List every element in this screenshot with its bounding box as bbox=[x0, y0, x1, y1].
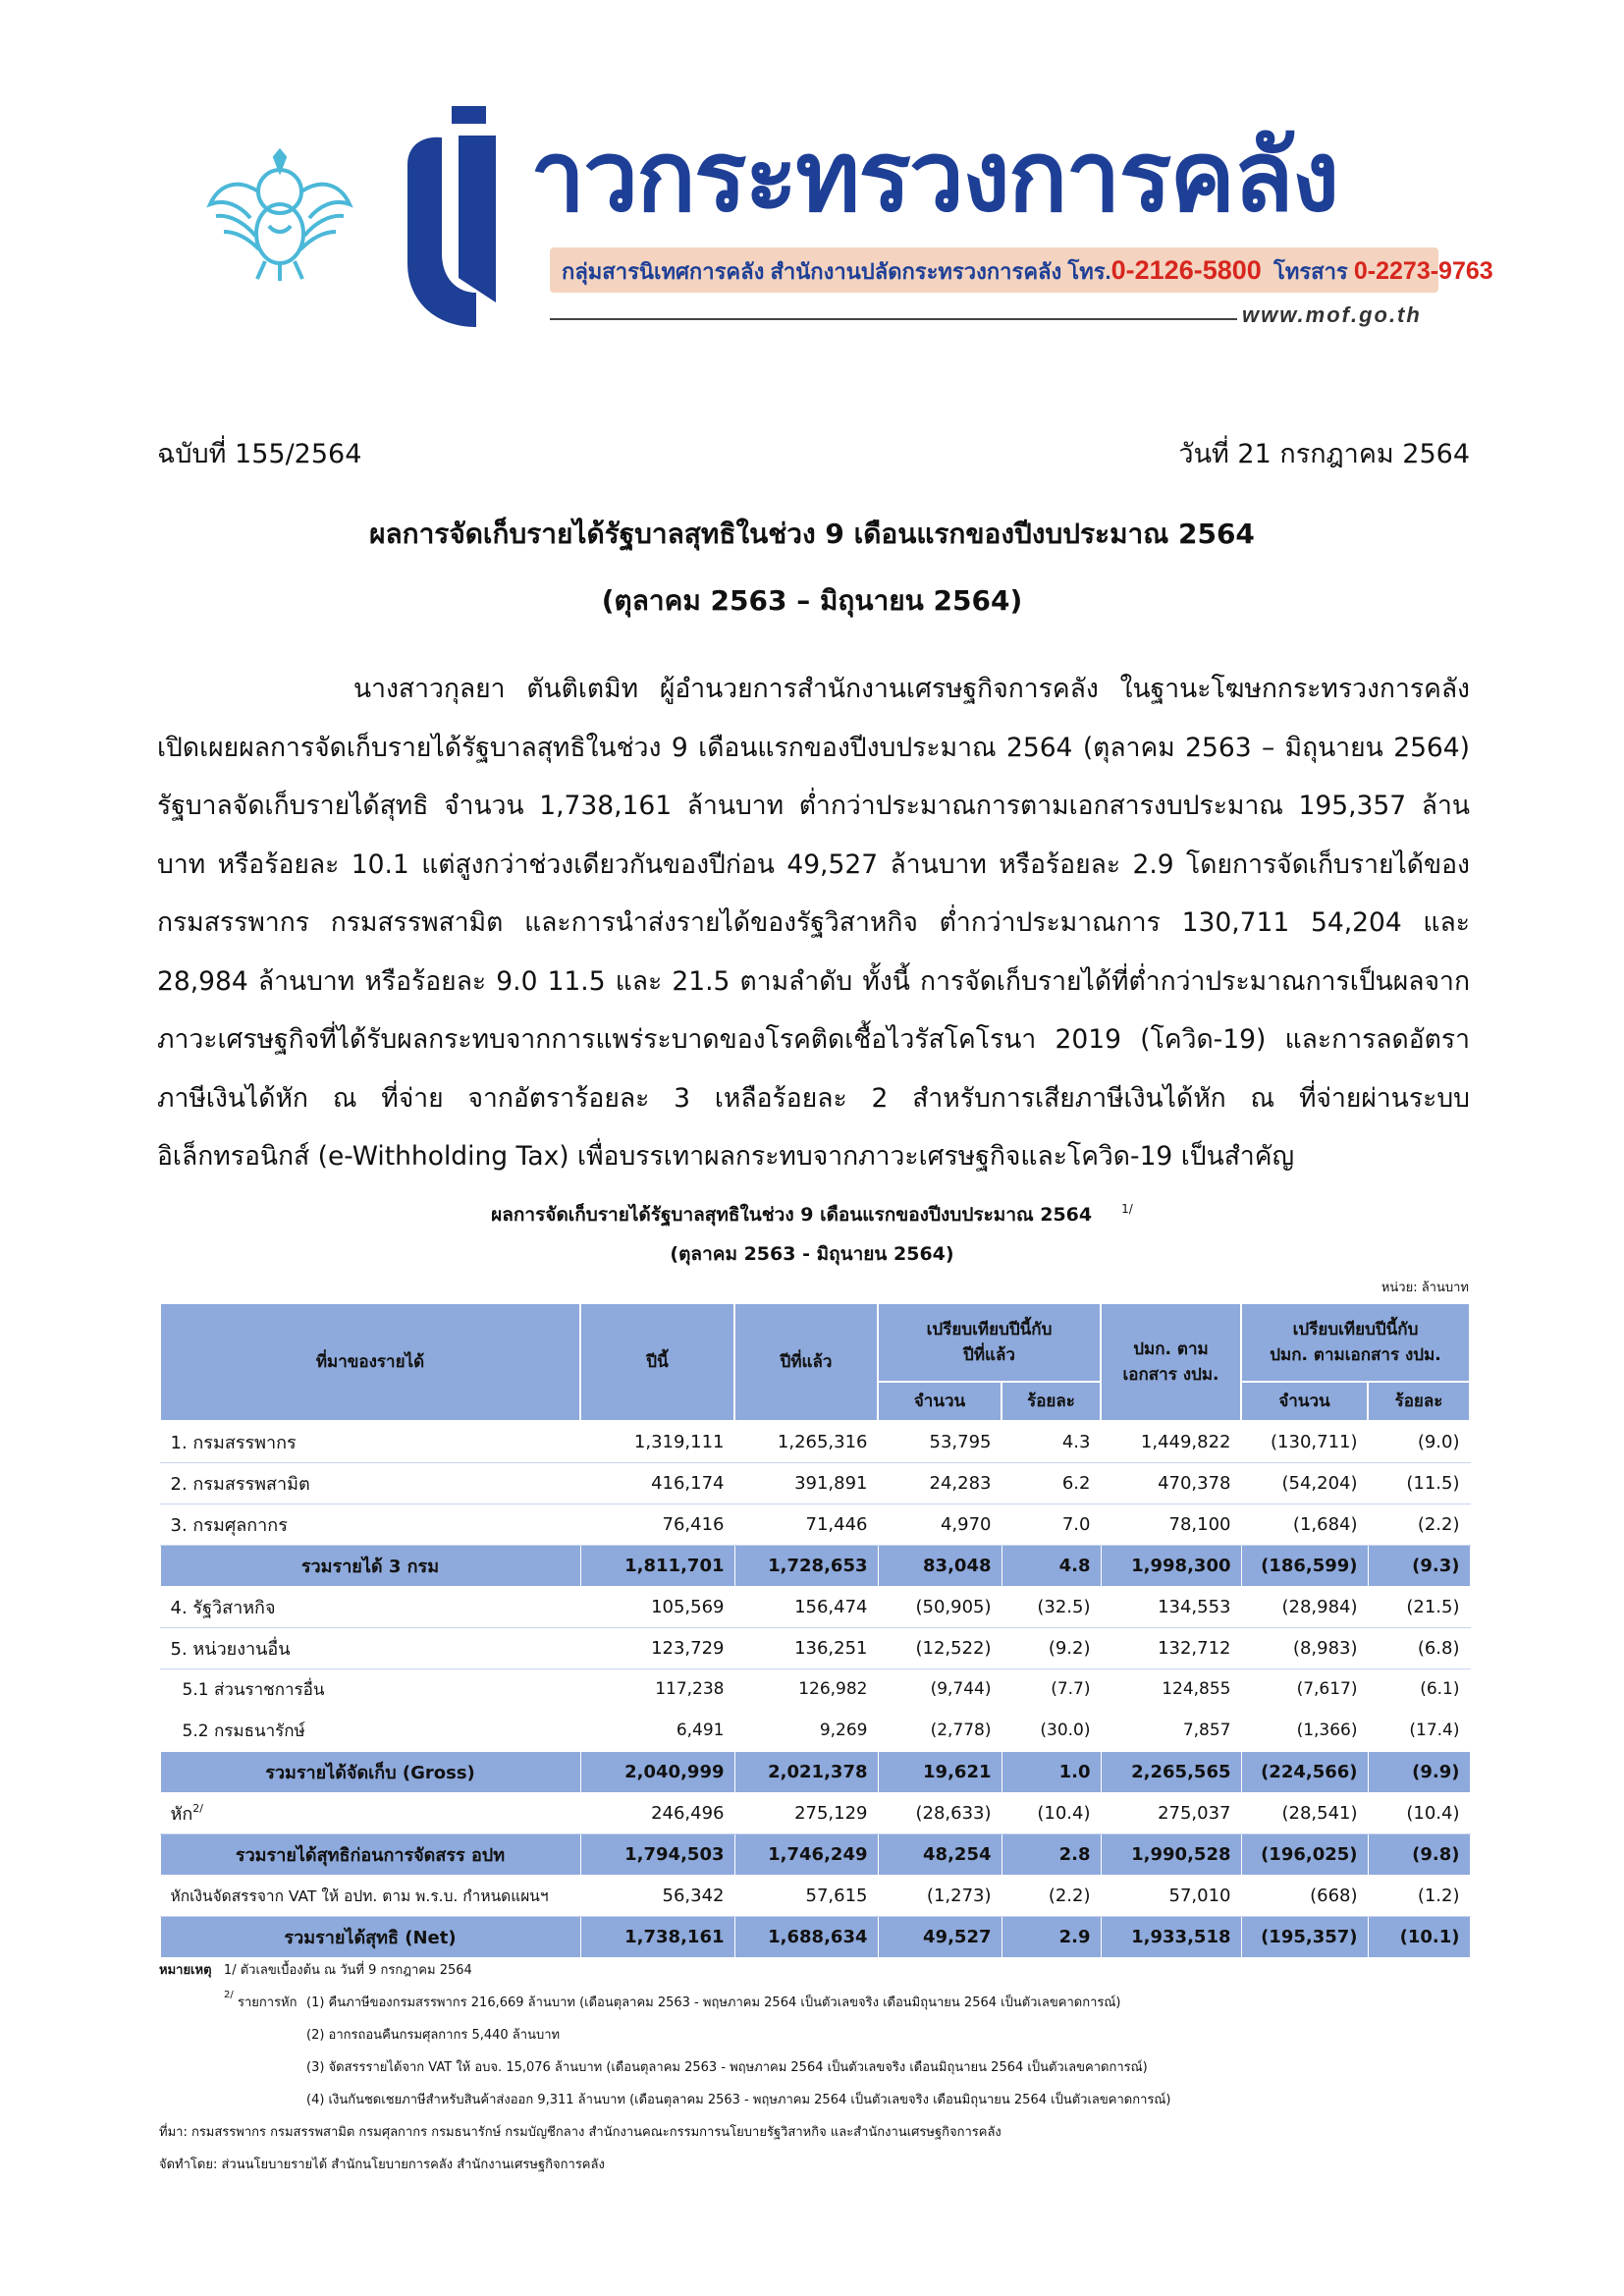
masthead-fax: 0-2273-9763 bbox=[1353, 257, 1493, 285]
cell-est-pct: (9.3) bbox=[1368, 1545, 1470, 1586]
garuda-emblem-icon bbox=[206, 147, 353, 285]
header-this-year: ปีนี้ bbox=[580, 1303, 734, 1421]
cell-this-year: 117,238 bbox=[580, 1668, 734, 1710]
cell-this-year: 6,491 bbox=[580, 1710, 734, 1751]
row-label-text: 5. หน่วยงานอื่น bbox=[170, 1638, 291, 1660]
page-subtitle: (ตุลาคม 2563 – มิถุนายน 2564) bbox=[601, 584, 1023, 617]
header-compare-est-line1: เปรียบเทียบปีนี้กับ bbox=[1292, 1320, 1419, 1339]
table-row bbox=[160, 1916, 1470, 1957]
table-row bbox=[160, 1710, 1470, 1751]
cell-est-pct: (9.0) bbox=[1368, 1421, 1470, 1462]
row-label bbox=[160, 1503, 580, 1545]
table-subtitle: (ตุลาคม 2563 - มิถุนายน 2564) bbox=[670, 1243, 954, 1265]
cell-est-pct: (2.2) bbox=[1368, 1503, 1470, 1545]
cell-diff: (50,905) bbox=[878, 1586, 1001, 1627]
note-2-item-1: (1) คืนภาษีของกรมสรรพากร 216,669 ล้านบาท (เดือนตุลาคม 2563 - พฤษภาคม 2564 เป็นตัวเลขจริง เดือนมิถุนายน 2564 เป็นตัวเลขคาดการณ์) bbox=[306, 1995, 1121, 2010]
cell-last-year: 1,728,653 bbox=[734, 1545, 878, 1586]
cell-last-year: 71,446 bbox=[734, 1503, 878, 1545]
cell-last-year: 9,269 bbox=[734, 1710, 878, 1751]
cell-last-year: 391,891 bbox=[734, 1462, 878, 1503]
cell-diff: (2,778) bbox=[878, 1710, 1001, 1751]
table-title bbox=[0, 1200, 1624, 1230]
row-label bbox=[160, 1545, 580, 1586]
row-label-text: รวมรายได้ 3 กรม bbox=[300, 1556, 440, 1577]
cell-diff: 53,795 bbox=[878, 1421, 1001, 1462]
header-percent: ร้อยละ bbox=[1001, 1382, 1101, 1421]
cell-est-pct: (17.4) bbox=[1368, 1710, 1470, 1751]
row-label-text: 2. กรมสรรพสามิต bbox=[170, 1473, 310, 1495]
note-1-text: 1/ ตัวเลขเบื้องต้น ณ วันที่ 9 กรกฎาคม 2564 bbox=[223, 1963, 472, 1978]
cell-diff-pct: (10.4) bbox=[1001, 1792, 1101, 1833]
table-row bbox=[160, 1627, 1470, 1668]
note-2-item-2-row bbox=[159, 2019, 1475, 2051]
cell-this-year: 76,416 bbox=[580, 1503, 734, 1545]
cell-estimate: 1,449,822 bbox=[1101, 1421, 1241, 1462]
cell-diff: 4,970 bbox=[878, 1503, 1001, 1545]
row-label-text: หักเงินจัดสรรจาก VAT ให้ อปท. ตาม พ.ร.บ. กำหนดแผนฯ bbox=[170, 1886, 549, 1905]
cell-estimate: 132,712 bbox=[1101, 1627, 1241, 1668]
header-last-year: ปีที่แล้ว bbox=[734, 1303, 878, 1421]
header-compare-estimate bbox=[1241, 1303, 1470, 1382]
issue-number: ฉบับที่ 155/2564 bbox=[157, 439, 362, 469]
cell-last-year: 1,688,634 bbox=[734, 1916, 878, 1957]
cell-this-year: 2,040,999 bbox=[580, 1751, 734, 1792]
header-amount: จำนวน bbox=[878, 1382, 1001, 1421]
note-2-item-3: (3) จัดสรรรายได้จาก VAT ให้ อบจ. 15,076 ล้านบาท (เดือนตุลาคม 2563 - พฤษภาคม 2564 เป็นตัวเลขจริง เดือนมิถุนายน 2564 เป็นตัวเลขคาดการณ์) bbox=[306, 2060, 1148, 2075]
masthead-contact bbox=[562, 253, 1493, 289]
row-label-text: 3. กรมศุลกากร bbox=[170, 1514, 288, 1536]
table-row bbox=[160, 1875, 1470, 1916]
cell-diff: 24,283 bbox=[878, 1462, 1001, 1503]
masthead-kho-letter bbox=[398, 106, 506, 327]
cell-last-year: 136,251 bbox=[734, 1627, 878, 1668]
table-row bbox=[160, 1792, 1470, 1833]
row-label bbox=[160, 1710, 580, 1751]
cell-est-pct: (11.5) bbox=[1368, 1462, 1470, 1503]
cell-est-pct: (9.8) bbox=[1368, 1833, 1470, 1875]
cell-diff-pct: 7.0 bbox=[1001, 1503, 1101, 1545]
table-row bbox=[160, 1751, 1470, 1792]
table-unit: หน่วย: ล้านบาท bbox=[1380, 1281, 1469, 1295]
cell-est-pct: (6.8) bbox=[1368, 1627, 1470, 1668]
cell-diff-pct: 6.2 bbox=[1001, 1462, 1101, 1503]
cell-est-diff: (7,617) bbox=[1241, 1668, 1368, 1710]
cell-est-diff: (224,566) bbox=[1241, 1751, 1368, 1792]
cell-last-year: 2,021,378 bbox=[734, 1751, 878, 1792]
cell-diff: 19,621 bbox=[878, 1751, 1001, 1792]
cell-est-diff: (196,025) bbox=[1241, 1833, 1368, 1875]
table-row bbox=[160, 1833, 1470, 1875]
header-source: ที่มาของรายได้ bbox=[160, 1303, 580, 1421]
cell-est-pct: (9.9) bbox=[1368, 1751, 1470, 1792]
cell-diff: 83,048 bbox=[878, 1545, 1001, 1586]
row-label-text: หัก bbox=[170, 1803, 193, 1825]
cell-diff: (1,273) bbox=[878, 1875, 1001, 1916]
cell-estimate: 470,378 bbox=[1101, 1462, 1241, 1503]
row-label-text: รวมรายได้สุทธิ (Net) bbox=[284, 1927, 457, 1948]
cell-diff-pct: (30.0) bbox=[1001, 1710, 1101, 1751]
row-label bbox=[160, 1586, 580, 1627]
cell-diff-pct: 4.8 bbox=[1001, 1545, 1101, 1586]
cell-est-diff: (54,204) bbox=[1241, 1462, 1368, 1503]
masthead-department: กลุ่มสารนิเทศการคลัง สำนักงานปลัดกระทรวงการคลัง โทร. bbox=[562, 259, 1111, 284]
cell-diff: 49,527 bbox=[878, 1916, 1001, 1957]
cell-last-year: 1,746,249 bbox=[734, 1833, 878, 1875]
cell-est-pct: (10.4) bbox=[1368, 1792, 1470, 1833]
row-label bbox=[160, 1462, 580, 1503]
row-label-text: 4. รัฐวิสาหกิจ bbox=[170, 1597, 276, 1618]
masthead-rule bbox=[550, 318, 1237, 320]
page-title: ผลการจัดเก็บรายได้รัฐบาลสุทธิในช่วง 9 เดือนแรกของปีงบประมาณ 2564 bbox=[369, 518, 1255, 550]
header-estimate-line2: เอกสาร งปม. bbox=[1122, 1365, 1219, 1385]
note-2-item-2: (2) อากรถอนคืนกรมศุลกากร 5,440 ล้านบาท bbox=[306, 2028, 561, 2043]
note-1 bbox=[159, 1954, 1475, 1987]
cell-estimate: 134,553 bbox=[1101, 1586, 1241, 1627]
revenue-table bbox=[159, 1302, 1471, 1958]
row-label-text: 1. กรมสรรพากร bbox=[170, 1432, 297, 1453]
cell-this-year: 1,738,161 bbox=[580, 1916, 734, 1957]
cell-diff-pct: (7.7) bbox=[1001, 1668, 1101, 1710]
cell-this-year: 1,794,503 bbox=[580, 1833, 734, 1875]
header-compare-est-line2: ปมก. ตามเอกสาร งปม. bbox=[1270, 1345, 1441, 1365]
cell-estimate: 57,010 bbox=[1101, 1875, 1241, 1916]
cell-est-diff: (1,684) bbox=[1241, 1503, 1368, 1545]
cell-this-year: 56,342 bbox=[580, 1875, 734, 1916]
cell-last-year: 126,982 bbox=[734, 1668, 878, 1710]
cell-est-diff: (186,599) bbox=[1241, 1545, 1368, 1586]
table-row bbox=[160, 1503, 1470, 1545]
row-label-text: 5.2 กรมธนารักษ์ bbox=[182, 1721, 305, 1741]
header-compare-last-line2: ปีที่แล้ว bbox=[963, 1345, 1015, 1365]
cell-estimate: 78,100 bbox=[1101, 1503, 1241, 1545]
cell-this-year: 1,319,111 bbox=[580, 1421, 734, 1462]
cell-diff-pct: 2.9 bbox=[1001, 1916, 1101, 1957]
cell-estimate: 1,990,528 bbox=[1101, 1833, 1241, 1875]
row-label-text: รวมรายได้สุทธิก่อนการจัดสรร อปท bbox=[235, 1844, 506, 1866]
cell-est-diff: (1,366) bbox=[1241, 1710, 1368, 1751]
row-label bbox=[160, 1792, 580, 1833]
cell-estimate: 1,998,300 bbox=[1101, 1545, 1241, 1586]
cell-estimate: 1,933,518 bbox=[1101, 1916, 1241, 1957]
cell-last-year: 156,474 bbox=[734, 1586, 878, 1627]
cell-diff-pct: 2.8 bbox=[1001, 1833, 1101, 1875]
cell-diff: (9,744) bbox=[878, 1668, 1001, 1710]
cell-diff-pct: 1.0 bbox=[1001, 1751, 1101, 1792]
cell-est-diff: (8,983) bbox=[1241, 1627, 1368, 1668]
cell-est-pct: (6.1) bbox=[1368, 1668, 1470, 1710]
header-est-amount: จำนวน bbox=[1241, 1382, 1368, 1421]
cell-this-year: 105,569 bbox=[580, 1586, 734, 1627]
body-paragraph bbox=[157, 660, 1470, 1186]
masthead-title: าวกระทรวงการคลัง bbox=[530, 122, 1338, 232]
header-est-percent: ร้อยละ bbox=[1368, 1382, 1470, 1421]
cell-diff: (28,633) bbox=[878, 1792, 1001, 1833]
row-label-text: รวมรายได้จัดเก็บ (Gross) bbox=[265, 1762, 475, 1783]
cell-this-year: 246,496 bbox=[580, 1792, 734, 1833]
note-2-item-4-row bbox=[159, 2084, 1475, 2116]
cell-est-diff: (130,711) bbox=[1241, 1421, 1368, 1462]
cell-estimate: 2,265,565 bbox=[1101, 1751, 1241, 1792]
table-row bbox=[160, 1421, 1470, 1462]
note-source: ที่มา: กรมสรรพากร กรมสรรพสามิต กรมศุลกากร กรมธนารักษ์ กรมบัญชีกลาง สำนักงานคณะกรรมการนโยบายรัฐวิสาหกิจ และสำนักงานเศรษฐกิจการคลัง bbox=[159, 2125, 1001, 2140]
masthead-phone: 0-2126-5800 bbox=[1110, 255, 1262, 285]
issue-date: วันที่ 21 กรกฎาคม 2564 bbox=[1178, 439, 1470, 469]
note-2-item-3-row bbox=[159, 2051, 1475, 2084]
row-label bbox=[160, 1668, 580, 1710]
cell-estimate: 7,857 bbox=[1101, 1710, 1241, 1751]
table-row bbox=[160, 1462, 1470, 1503]
header-compare-last-year bbox=[878, 1303, 1101, 1382]
cell-diff-pct: (9.2) bbox=[1001, 1627, 1101, 1668]
masthead-fax-label: โทรสาร bbox=[1273, 259, 1348, 284]
note-2-marker: 2/ bbox=[224, 1990, 234, 2000]
cell-diff-pct: (2.2) bbox=[1001, 1875, 1101, 1916]
cell-est-pct: (1.2) bbox=[1368, 1875, 1470, 1916]
row-label bbox=[160, 1627, 580, 1668]
row-label bbox=[160, 1751, 580, 1792]
note-prepared-by: จัดทำโดย: ส่วนนโยบายรายได้ สำนักนโยบายการคลัง สำนักงานเศรษฐกิจการคลัง bbox=[159, 2158, 605, 2172]
cell-diff-pct: 4.3 bbox=[1001, 1421, 1101, 1462]
row-label-note: 2/ bbox=[192, 1801, 203, 1815]
table-title-text: ผลการจัดเก็บรายได้รัฐบาลสุทธิในช่วง 9 เดือนแรกของปีงบประมาณ 2564 bbox=[491, 1204, 1093, 1226]
cell-est-diff: (668) bbox=[1241, 1875, 1368, 1916]
cell-this-year: 1,811,701 bbox=[580, 1545, 734, 1586]
cell-est-diff: (195,357) bbox=[1241, 1916, 1368, 1957]
table-notes bbox=[159, 1954, 1475, 2181]
cell-diff: (12,522) bbox=[878, 1627, 1001, 1668]
cell-this-year: 123,729 bbox=[580, 1627, 734, 1668]
cell-estimate: 124,855 bbox=[1101, 1668, 1241, 1710]
header-compare-last-line1: เปรียบเทียบปีนี้กับ bbox=[926, 1320, 1053, 1339]
cell-est-pct: (21.5) bbox=[1368, 1586, 1470, 1627]
table-title-note: 1/ bbox=[1121, 1202, 1133, 1216]
cell-estimate: 275,037 bbox=[1101, 1792, 1241, 1833]
body-text: นางสาวกุลยา ตันติเตมิท ผู้อำนวยการสำนักงานเศรษฐกิจการคลัง ในฐานะโฆษกกระทรวงการคลัง เปิดเผยผลการจัดเก็บรายได้รัฐบาลสุทธิในช่วง 9 เดือนแรกของปีงบประมาณ 2564 (ตุลาคม 2563 – มิถุนายน 2564) รัฐบาลจัดเก็บรายได้สุทธิ จำนวน 1,738,161 ล้านบาท ต่ำกว่าประมาณการตามเอกสารงบประมาณ 195,357 ล้านบาท หรือร้อยละ 10.1 แต่สูงกว่าช่วงเดียวกันของปีก่อน 49,527 ล้านบาท หรือร้อยละ 2.9 โดยการจัดเก็บรายได้ของกรมสรรพากร กรมสรรพสามิต และการนำส่งรายได้ของรัฐวิสาหกิจ ต่ำกว่าประมาณการ 130,711 54,204 และ 28,984 ล้านบาท หรือร้อยละ 9.0 11.5 และ 21.5 ตามลำดับ ทั้งนี้ การจัดเก็บรายได้ที่ต่ำกว่าประมาณการเป็นผลจากภาวะเศรษฐกิจที่ได้รับผลกระทบจากการแพร่ระบาดของโรคติดเชื้อไวรัสโคโรนา 2019 (โควิด-19) และการลดอัตราภาษีเงินได้หัก ณ ที่จ่าย จากอัตราร้อยละ 3 เหลือร้อยละ 2 สำหรับการเสียภาษีเงินได้หัก ณ ที่จ่ายผ่านระบบอิเล็กทรอนิกส์ (e-Withholding Tax) เพื่อบรรเทาผลกระทบจากภาวะเศรษฐกิจและโควิด-19 เป็นสำคัญ bbox=[157, 674, 1470, 1172]
cell-diff: 48,254 bbox=[878, 1833, 1001, 1875]
note-remark-label: หมายเหตุ bbox=[159, 1963, 212, 1978]
cell-last-year: 275,129 bbox=[734, 1792, 878, 1833]
cell-est-pct: (10.1) bbox=[1368, 1916, 1470, 1957]
cell-est-diff: (28,984) bbox=[1241, 1586, 1368, 1627]
masthead-website[interactable]: www.mof.go.th bbox=[1242, 302, 1422, 327]
cell-this-year: 416,174 bbox=[580, 1462, 734, 1503]
table-row bbox=[160, 1668, 1470, 1710]
cell-diff-pct: (32.5) bbox=[1001, 1586, 1101, 1627]
cell-last-year: 57,615 bbox=[734, 1875, 878, 1916]
header-estimate bbox=[1101, 1303, 1241, 1421]
note-2-item-4: (4) เงินกันชดเชยภาษีสำหรับสินค้าส่งออก 9,311 ล้านบาท (เดือนตุลาคม 2563 - พฤษภาคม 2564 เป็นตัวเลขจริง เดือนมิถุนายน 2564 เป็นตัวเลขคาดการณ์) bbox=[306, 2093, 1171, 2107]
row-label bbox=[160, 1916, 580, 1957]
table-row bbox=[160, 1545, 1470, 1586]
row-label bbox=[160, 1421, 580, 1462]
cell-last-year: 1,265,316 bbox=[734, 1421, 878, 1462]
table-row bbox=[160, 1586, 1470, 1627]
note-2 bbox=[159, 1987, 1475, 2019]
row-label-text: 5.1 ส่วนราชการอื่น bbox=[182, 1679, 325, 1700]
header-estimate-line1: ปมก. ตาม bbox=[1133, 1339, 1209, 1359]
row-label bbox=[160, 1875, 580, 1916]
note-2-label: รายการหัก bbox=[238, 1995, 298, 2010]
row-label bbox=[160, 1833, 580, 1875]
cell-est-diff: (28,541) bbox=[1241, 1792, 1368, 1833]
